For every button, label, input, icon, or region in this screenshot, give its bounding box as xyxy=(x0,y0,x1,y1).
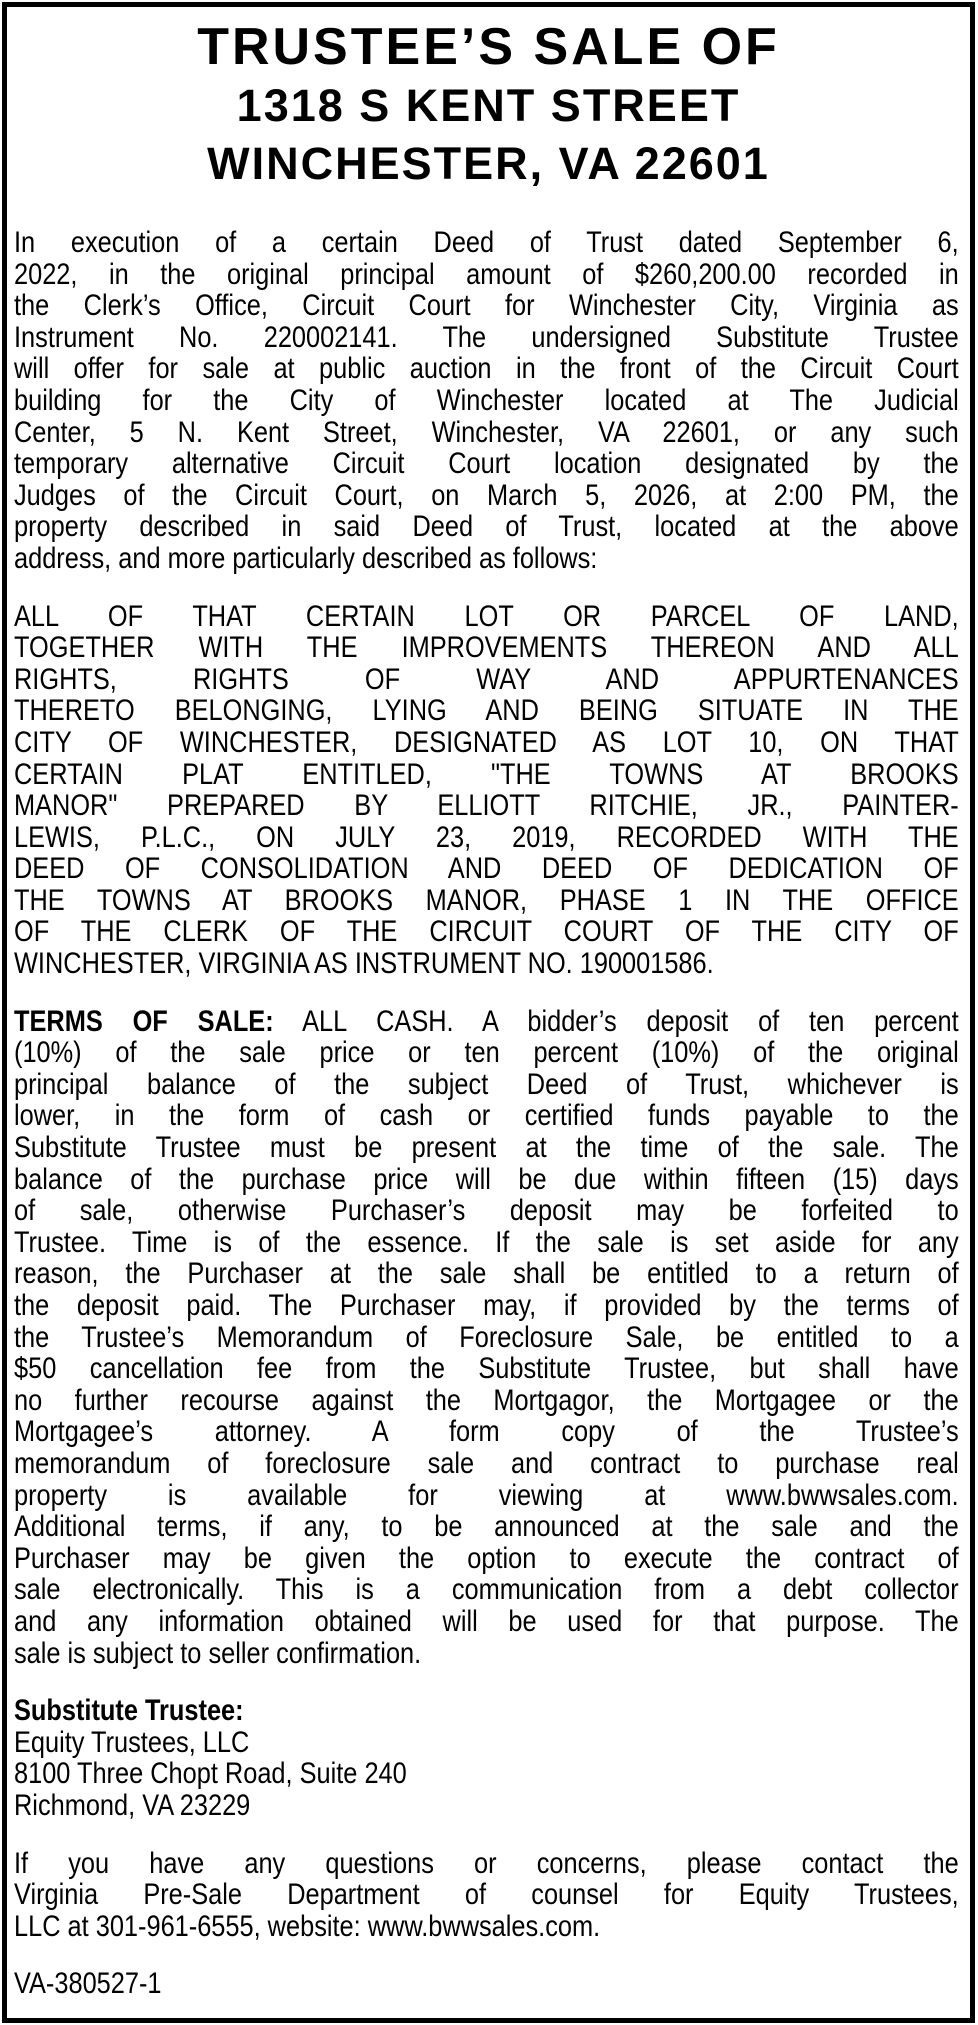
text-line: Center, 5 N. Kent Street, Winchester, VA 22601, or any such xyxy=(14,415,959,449)
execution-paragraph xyxy=(14,227,959,575)
text-line: THE TOWNS AT BROOKS MANOR, PHASE 1 IN THE OFFICE xyxy=(14,883,959,917)
text-line: CERTAIN PLAT ENTITLED, "THE TOWNS AT BROOKS xyxy=(14,757,959,791)
text-line: 8100 Three Chopt Road, Suite 240 xyxy=(14,1757,407,1791)
text-line: Mortgagee’s attorney. A form copy of the Trustee’s xyxy=(14,1415,959,1449)
text-line: (10%) of the sale price or ten percent (10%) of the original xyxy=(14,1036,959,1070)
terms-of-sale-paragraph xyxy=(14,1006,959,1669)
text-line: RIGHTS, RIGHTS OF WAY AND APPURTENANCES xyxy=(14,662,959,696)
text-line: Trustee. Time is of the essence. If the sale is set aside for any xyxy=(14,1225,959,1259)
property-description-paragraph xyxy=(14,601,959,980)
text-line: memorandum of foreclosure sale and contract to purchase real xyxy=(14,1446,959,1480)
text-line: building for the City of Winchester located at The Judicial xyxy=(14,383,959,417)
text-line: CITY OF WINCHESTER, DESIGNATED AS LOT 10, ON THAT xyxy=(14,725,959,759)
text-line: OF THE CLERK OF THE CIRCUIT COURT OF THE CITY OF xyxy=(14,915,959,949)
reference-number xyxy=(14,1968,959,2000)
text-line: $50 cancellation fee from the Substitute Trustee, but shall have xyxy=(14,1352,959,1386)
title-line-street-address: 1318 S KENT STREET xyxy=(236,80,741,131)
text-line: balance of the purchase price will be due within fifteen (15) days xyxy=(14,1162,959,1196)
text-line: Virginia Pre-Sale Department of counsel for Equity Trustees, xyxy=(14,1878,959,1912)
text-line: If you have any questions or concerns, please contact the xyxy=(14,1846,959,1880)
contact-paragraph xyxy=(14,1848,959,1943)
text-line: Purchaser may be given the option to execute the contract of xyxy=(14,1541,959,1575)
text-line: WINCHESTER, VIRGINIA AS INSTRUMENT NO. 190001586. xyxy=(14,947,714,981)
text-line: property is available for viewing at www.bwwsales.com. xyxy=(14,1478,959,1512)
text-line: property described in said Deed of Trust, located at the above xyxy=(14,510,959,544)
text-line: VA-380527-1 xyxy=(14,1967,162,2001)
substitute-trustee-block xyxy=(14,1695,959,1821)
text-line: sale is subject to seller confirmation. xyxy=(14,1636,422,1670)
text-line: MANOR" PREPARED BY ELLIOTT RITCHIE, JR., PAINTER- xyxy=(14,789,959,823)
text-line: 2022, in the original principal amount of $260,200.00 recorded in xyxy=(14,257,959,291)
notice-title xyxy=(7,17,970,193)
text-line: LEWIS, P.L.C., ON JULY 23, 2019, RECORDED WITH THE xyxy=(14,820,959,854)
text-line: In execution of a certain Deed of Trust dated September 6, xyxy=(14,226,959,259)
text-line: Richmond, VA 23229 xyxy=(14,1788,251,1822)
text-line: will offer for sale at public auction in the front of the Circuit Court xyxy=(14,352,959,386)
notice-body xyxy=(14,227,959,2000)
text-line: TOGETHER WITH THE IMPROVEMENTS THEREON AND ALL xyxy=(14,631,959,665)
text-line: Additional terms, if any, to be announced at the sale and the xyxy=(14,1510,959,1544)
text-line: temporary alternative Circuit Court location designated by the xyxy=(14,447,959,481)
text-line: Judges of the Circuit Court, on March 5, 2026, at 2:00 PM, the xyxy=(14,478,959,512)
text-line: reason, the Purchaser at the sale shall be entitled to a return of xyxy=(14,1257,959,1291)
text-line: LLC at 301-961-6555, website: www.bwwsales.com. xyxy=(14,1909,601,1943)
text-line: THERETO BELONGING, LYING AND BEING SITUATE IN THE xyxy=(14,694,959,728)
text-line: Equity Trustees, LLC xyxy=(14,1725,250,1759)
text-line: ALL OF THAT CERTAIN LOT OR PARCEL OF LAND, xyxy=(14,599,959,633)
text-line: the deposit paid. The Purchaser may, if provided by the terms of xyxy=(14,1289,959,1322)
text-line: of sale, otherwise Purchaser’s deposit may be forfeited to xyxy=(14,1194,959,1228)
text-line: Instrument No. 220002141. The undersigned Substitute Trustee xyxy=(14,320,959,354)
text-line: the Clerk’s Office, Circuit Court for Winchester City, Virginia as xyxy=(14,289,959,323)
text-line: TERMS OF SALE: ALL CASH. A bidder’s deposit of ten percent xyxy=(14,1004,959,1038)
title-line-sale: TRUSTEE’S SALE OF xyxy=(197,18,780,76)
text-line: principal balance of the subject Deed of Trust, whichever is xyxy=(14,1067,959,1101)
text-line: Substitute Trustee: xyxy=(14,1694,244,1728)
text-line: sale electronically. This is a communication from a debt collector xyxy=(14,1573,959,1607)
text-line: and any information obtained will be used for that purpose. The xyxy=(14,1604,959,1638)
text-line: address, and more particularly described as follows: xyxy=(14,541,598,575)
text-line: Substitute Trustee must be present at the time of the sale. The xyxy=(14,1131,959,1165)
notice-border-box xyxy=(2,2,975,2023)
text-line: the Trustee’s Memorandum of Foreclosure Sale, be entitled to a xyxy=(14,1320,959,1354)
text-line: lower, in the form of cash or certified funds payable to the xyxy=(14,1099,959,1133)
text-line: DEED OF CONSOLIDATION AND DEED OF DEDICATION OF xyxy=(14,852,959,886)
title-line-city-state-zip: WINCHESTER, VA 22601 xyxy=(207,138,770,189)
text-line: no further recourse against the Mortgagor, the Mortgagee or the xyxy=(14,1383,959,1417)
